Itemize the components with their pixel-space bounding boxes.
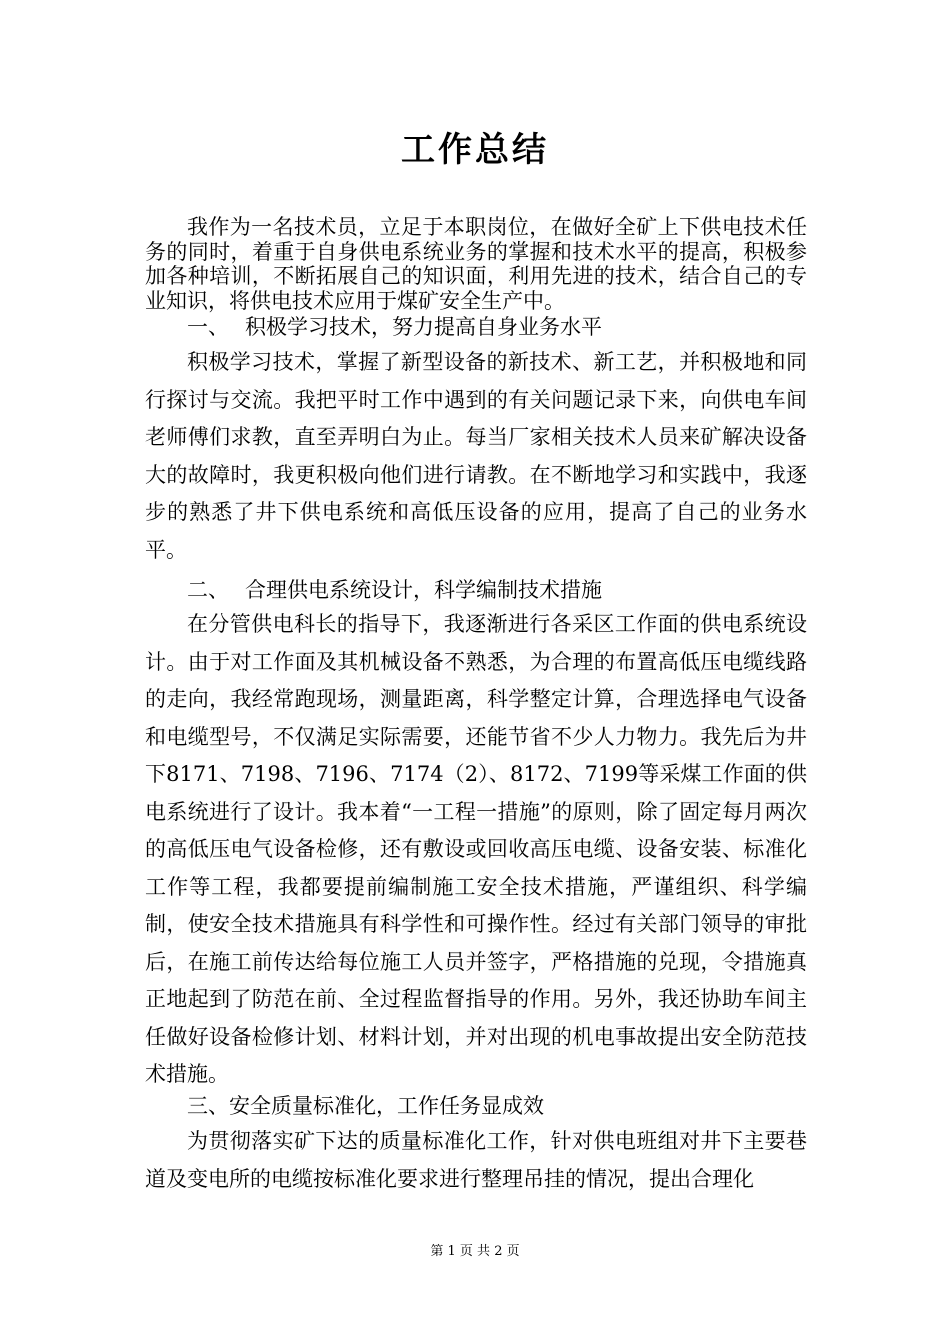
page-footer: 第 1 页 共 2 页: [430, 1244, 520, 1259]
section-3-heading: 三、安全质量标准化，工作任务显成效: [187, 1094, 544, 1118]
section-1-heading-text: 积极学习技术，努力提高自身业务水平: [245, 315, 602, 339]
section-1-number: 一、: [187, 315, 229, 339]
intro-paragraph: 我作为一名技术员，立足于本职岗位，在做好全矿上下供电技术任务的同时，着重于自身供电系统业务的掌握和技术水平的提高，积极参加各种培训，不断拓展自己的知识面，利用先进的技术，结合自己的专业知识，将供电技术应用于煤矿安全生产中。: [145, 215, 807, 313]
section-2-heading-text: 合理供电系统设计，科学编制技术措施: [245, 578, 602, 602]
section-2-body: 在分管供电科长的指导下，我逐渐进行各采区工作面的供电系统设计。由于对工作面及其机械设备不熟悉，为合理的布置高低压电缆线路的走向，我经常跑现场，测量距离，科学整定计算，合理选择电气设备和电缆型号，不仅满足实际需要，还能节省不少人力物力。我先后为井下8171、7198、7196、7174（2）、8172、7199等采煤工作面的供电系统进行了设计。我本着“一工程一措施”的原则，除了固定每月两次的高低压电气设备检修，还有敷设或回收高压电缆、设备安装、标准化工作等工程，我都要提前编制施工安全技术措施，严谨组织、科学编制，使安全技术措施具有科学性和可操作性。经过有关部门领导的审批后，在施工前传达给每位施工人员并签字，严格措施的兑现，令措施真正地起到了防范在前、全过程监督指导的作用。另外，我还协助车间主任做好设备检修计划、材料计划，并对出现的机电事故提出安全防范技术措施。: [145, 612, 807, 1086]
section-1-heading: [187, 313, 602, 341]
section-3-body: 为贯彻落实矿下达的质量标准化工作，针对供电班组对井下主要巷道及变电所的电缆按标准化要求进行整理吊挂的情况，提出合理化: [145, 1129, 807, 1191]
document-title: 工作总结: [401, 130, 549, 170]
section-2-heading: [187, 576, 602, 604]
section-1-body: 积极学习技术，掌握了新型设备的新技术、新工艺，并积极地和同行探讨与交流。我把平时工作中遇到的有关问题记录下来，向供电车间老师傅们求教，直至弄明白为止。每当厂家相关技术人员来矿解决设备大的故障时，我更积极向他们进行请教。在不断地学习和实践中，我逐步的熟悉了井下供电系统和高低压设备的应用，提高了自己的业务水平。: [145, 350, 807, 562]
section-2-number: 二、: [187, 578, 229, 602]
